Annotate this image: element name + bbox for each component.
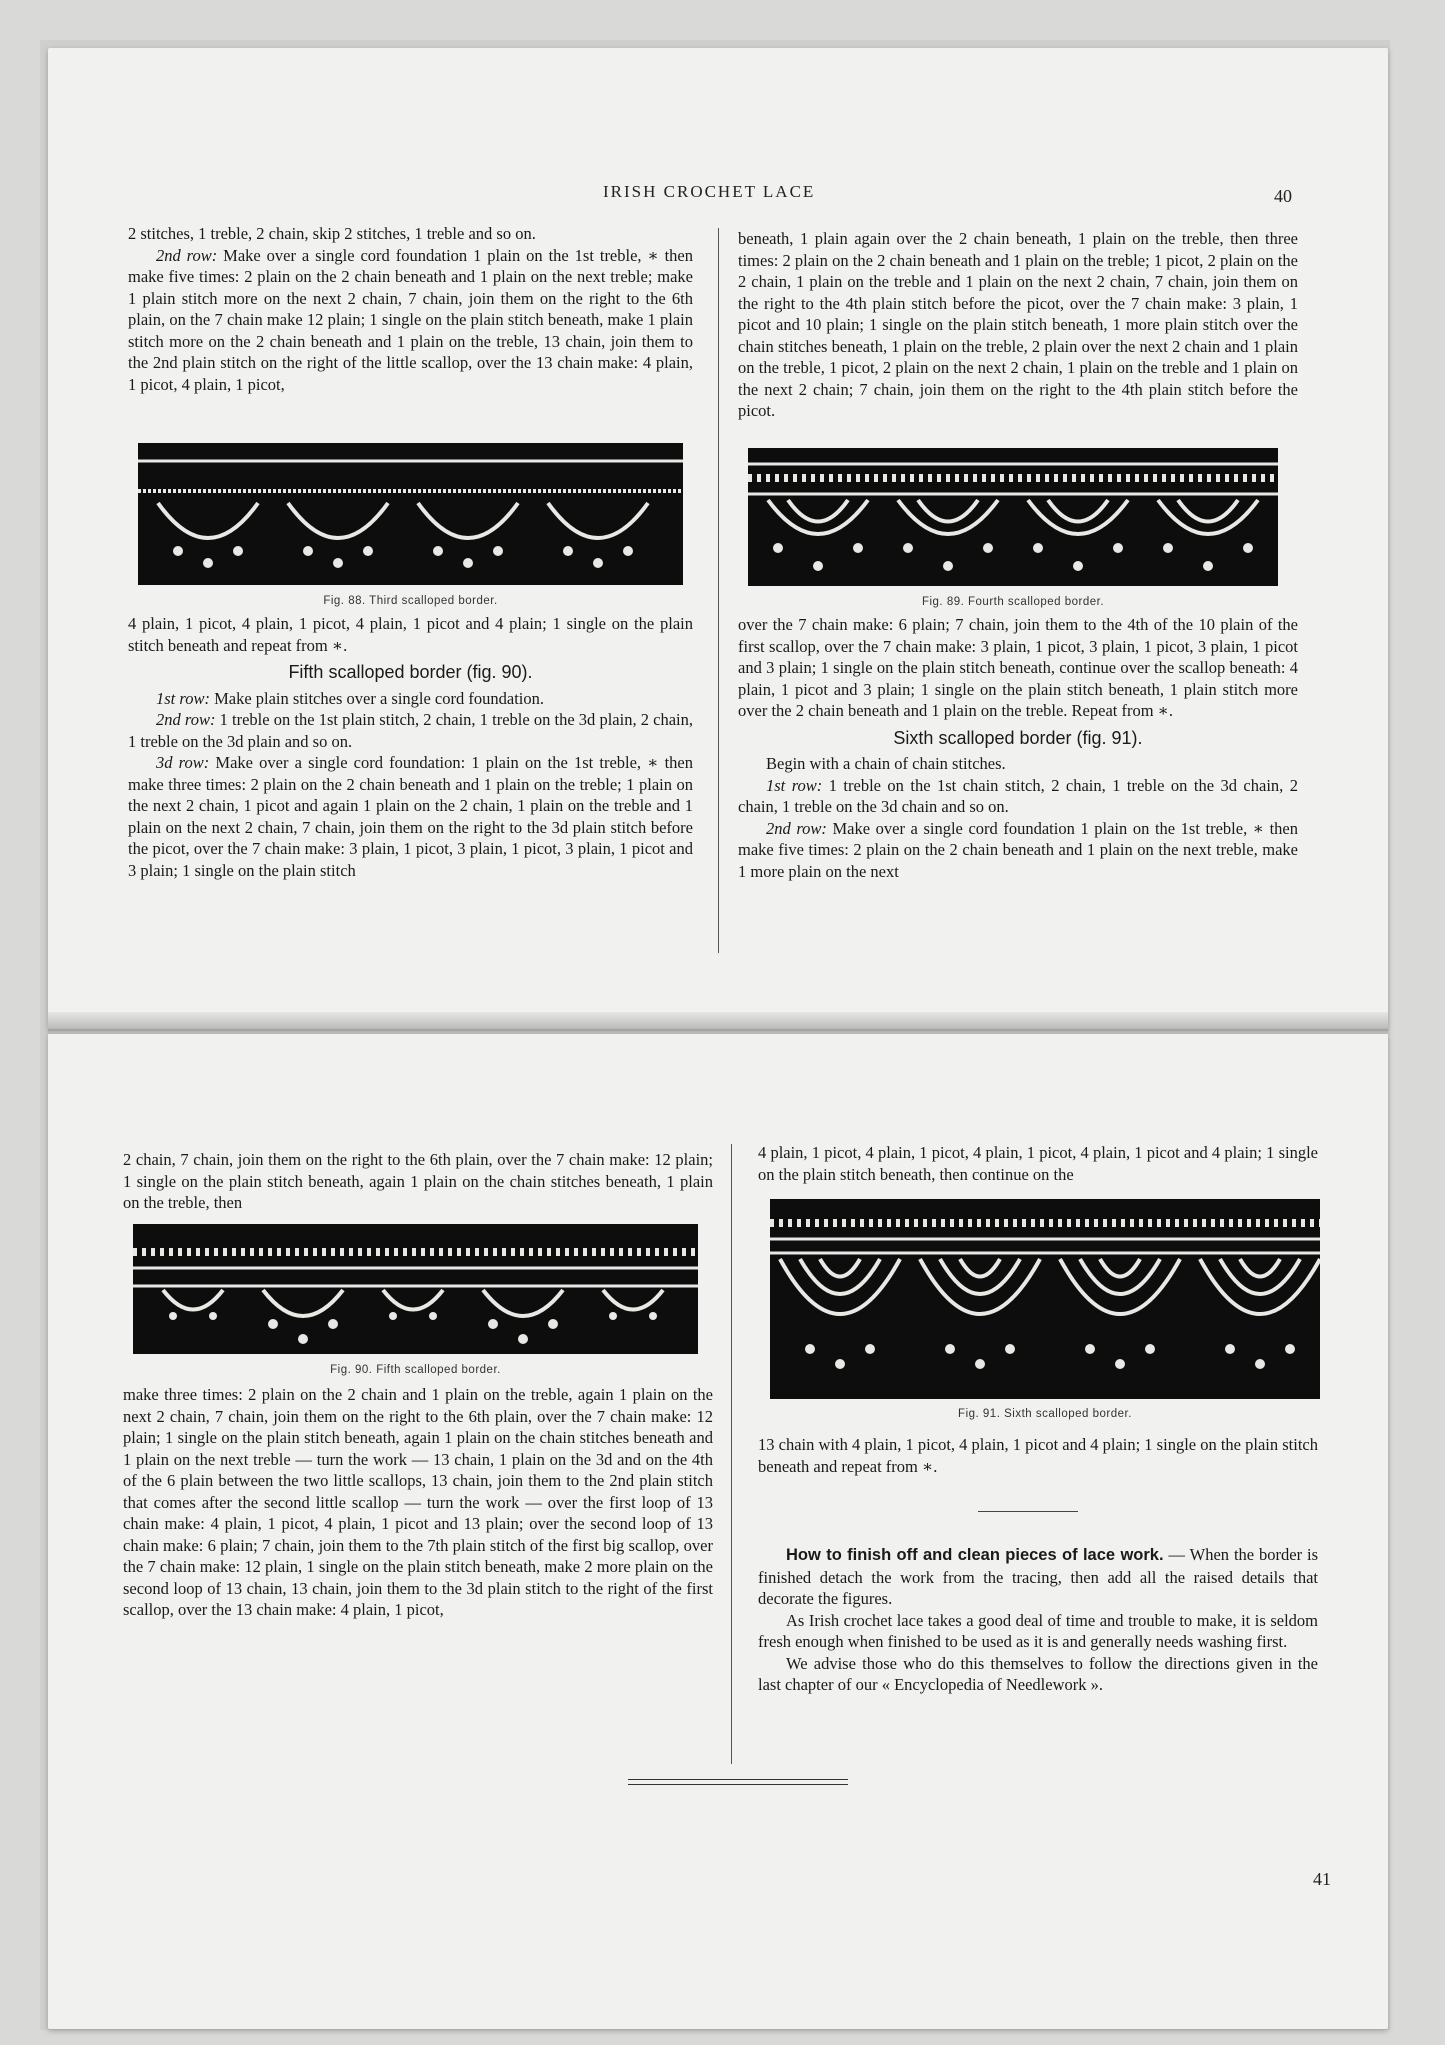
paragraph <box>128 752 693 881</box>
column-divider <box>731 1144 732 1764</box>
figure-91-caption: Fig. 91. Sixth scalloped border. <box>958 1408 1132 1420</box>
row-text: 1 treble on the 1st plain stitch, 2 chain, 1 treble on the 3d plain, 2 chain, 1 treble on the 3d plain and so on. <box>128 710 693 751</box>
paragraph-text: — When the border is finished detach the work from the tracing, then add all the raised details that decorate the figures. <box>758 1545 1319 1608</box>
lace-border-illustration <box>133 1224 698 1354</box>
row-label: 1st row: <box>156 688 210 708</box>
paragraph: 4 plain, 1 picot, 4 plain, 1 picot, 4 plain, 1 picot and 4 plain; 1 single on the plain stitch beneath and repeat from ∗. <box>128 614 693 655</box>
paragraph <box>758 1544 1318 1610</box>
figure-88-image <box>138 443 683 585</box>
end-ornament-rule <box>628 1779 848 1785</box>
row-text: Make plain stitches over a single cord foundation. <box>209 688 544 708</box>
row-label: 2nd row: <box>156 245 218 265</box>
section-rule <box>978 1511 1078 1512</box>
paragraph <box>738 818 1298 883</box>
left-column-bottom <box>128 613 693 881</box>
section-heading: Sixth scalloped border (fig. 91). <box>893 727 1143 748</box>
paragraph <box>128 245 693 396</box>
paragraph: 4 plain, 1 picot, 4 plain, 1 picot, 4 plain, 1 picot, 4 plain, 1 picot and 4 plain; 1 single on the plain stitch beneath, then continue on the <box>758 1143 1318 1184</box>
lace-border-illustration <box>770 1199 1320 1399</box>
paragraph: We advise those who do this themselves to follow the directions given in the last chapter of our « Encyclopedia of Needlework ». <box>758 1653 1318 1694</box>
page-number: 41 <box>1313 1869 1331 1889</box>
figure-89-image <box>748 448 1278 586</box>
page-number: 40 <box>1274 186 1292 206</box>
page-41 <box>48 1034 1388 2029</box>
row-text: Make over a single cord foundation 1 plain on the 1st treble, ∗ then make five times: 2 plain on the 2 chain beneath and 1 plain on the next treble; make 1 plain stitch more on the next 2 chain, 7 chain, join them on the right to the 6th plain, on the 7 chain make 12 plain; 1 single on the plain stitch beneath, make 1 plain stitch more on the 2 chain beneath and 1 plain on the treble, 13 chain, join them to the 2nd plain stitch on the right of the little scallop, over the 13 chain make: 4 plain, 1 picot, 4 plain, 1 picot, <box>128 245 694 394</box>
row-label: 2nd row: <box>766 818 827 838</box>
page-40 <box>48 48 1388 1030</box>
paragraph: 2 stitches, 1 treble, 2 chain, skip 2 stitches, 1 treble and so on. <box>128 224 536 243</box>
row-text: Make over a single cord foundation 1 plain on the 1st treble, ∗ then make five times: 2 plain on the 2 chain beneath and 1 plain on the next treble, make 1 more plain on the next <box>738 818 1299 881</box>
paragraph: 2 chain, 7 chain, join them on the right to the 6th plain, over the 7 chain make: 12 plain; 1 single on the plain stitch beneath, again 1 plain on the chain stitches beneath, 1 plain on the treble, then <box>123 1150 713 1212</box>
section-heading: Fifth scalloped border (fig. 90). <box>288 662 533 682</box>
figure-88-caption: Fig. 88. Third scalloped border. <box>323 595 498 607</box>
finishing-heading: How to finish off and clean pieces of lace work. <box>786 1546 1164 1564</box>
paragraph: As Irish crochet lace takes a good deal of time and trouble to make, it is seldom fresh enough when finished to be used as it is and generally needs washing first. <box>758 1610 1318 1651</box>
right-column-bottom <box>738 614 1298 882</box>
row-label: 2nd row: <box>156 710 216 729</box>
row-label: 1st row: <box>766 775 823 795</box>
paragraph: over the 7 chain make: 6 plain; 7 chain, join them to the 4th of the 10 plain of the first scallop, over the 7 chain make: 3 plain, 1 picot, 3 plain, 1 picot, 3 plain, 1 picot and 3 plain; 1 single on the plain stitch beneath, continue over the scallop beneath: 4 plain, 1 picot and 3 plain; 1 single on the plain stitch beneath, 1 plain stitch more over the 2 chain beneath and 1 plain on the treble. Repeat from ∗. <box>738 615 1298 720</box>
figure-90-image <box>133 1224 698 1354</box>
right-column-top <box>758 1142 1318 1185</box>
column-divider <box>718 228 719 953</box>
row-text: 1 treble on the 1st chain stitch, 2 chain, 1 treble on the 3d chain, 2 chain, 1 treble on the 3d chain and so on. <box>738 775 1298 816</box>
paragraph <box>128 688 693 710</box>
lace-border-illustration <box>138 443 683 585</box>
row-label: 3d row: <box>156 753 210 772</box>
left-column-bottom <box>123 1384 713 1621</box>
finishing-section <box>758 1544 1318 1696</box>
paragraph: 13 chain with 4 plain, 1 picot, 4 plain, 1 picot and 4 plain; 1 single on the plain stitch beneath and repeat from ∗. <box>758 1435 1318 1476</box>
row-text: Make over a single cord foundation: 1 plain on the 1st treble, ∗ then make three times: 2 plain on the 2 chain beneath and 1 plain on the treble; 1 plain on the next 2 chain, 1 picot and again 1 plain on the 2 chain, 1 plain on the treble and 1 plain on the next 2 chain, 7 chain, join them on the right to the 3d plain stitch before the picot, over the 7 chain make: 3 plain, 1 picot, 3 plain, 1 picot, 3 plain, 1 picot and 3 plain; 1 single on the plain stitch <box>128 753 693 880</box>
paragraph: beneath, 1 plain again over the 2 chain beneath, 1 plain on the treble, then three times: 2 plain on the 2 chain beneath and 1 plain on the treble; 1 picot, 2 plain on the 2 chain, 1 plain on the treble and 1 plain on the next 2 chain, 7 chain, join them on the right to the 4th plain stitch before the picot, over the 7 chain make: 3 plain, 1 picot and 10 plain; 1 single on the plain stitch beneath, 1 more plain stitch over the chain stitches beneath, 1 plain on the treble, 2 plain over the next 2 chain and 1 plain on the treble, 1 picot, 2 plain on the next 2 chain, 1 plain on the treble and 1 plain on the next 2 chain; 7 chain, join them on the right to the 4th plain stitch before the picot. <box>738 229 1298 420</box>
right-column-bottom <box>758 1434 1318 1477</box>
paragraph <box>738 775 1298 818</box>
figure-89-caption: Fig. 89. Fourth scalloped border. <box>921 596 1105 608</box>
paragraph: make three times: 2 plain on the 2 chain and 1 plain on the treble, again 1 plain on the next 2 chain, 7 chain, join them on the right to the 6th plain, over the 7 chain make: 12 plain; 1 single on the plain stitch beneath, again 1 plain on the chain stitches beneath and 1 plain on the next treble — turn the work — 13 chain, 1 plain on the 3d and on the 4th of the 6 plain between the two little scallops, 13 chain, join them to the 2nd plain stitch that comes after the second little scallop — turn the work — over the first loop of 13 chain make: 4 plain, 1 picot, 4 plain, 1 picot and 13 plain; over the second loop of 13 chain make: 6 plain; 7 chain, join them to the 7th plain stitch of the first big scallop, over the 7 chain make: 12 plain, 1 single on the plain stitch beneath, make 2 more plain on the second loop of 13 chain, 13 chain, join them to the 3d plain stitch to the right of the first scallop, over the 13 chain make: 4 plain, 1 picot, <box>123 1385 713 1619</box>
paragraph <box>128 709 693 752</box>
running-header: IRISH CROCHET LACE <box>603 182 816 201</box>
right-column-top <box>738 228 1298 422</box>
figure-90-caption: Fig. 90. Fifth scalloped border. <box>330 1364 501 1376</box>
figure-91-image <box>770 1199 1320 1399</box>
left-column-top <box>123 1149 713 1214</box>
left-column-top <box>128 223 693 395</box>
paragraph: Begin with a chain of chain stitches. <box>766 754 1006 773</box>
lace-border-illustration <box>748 448 1278 586</box>
